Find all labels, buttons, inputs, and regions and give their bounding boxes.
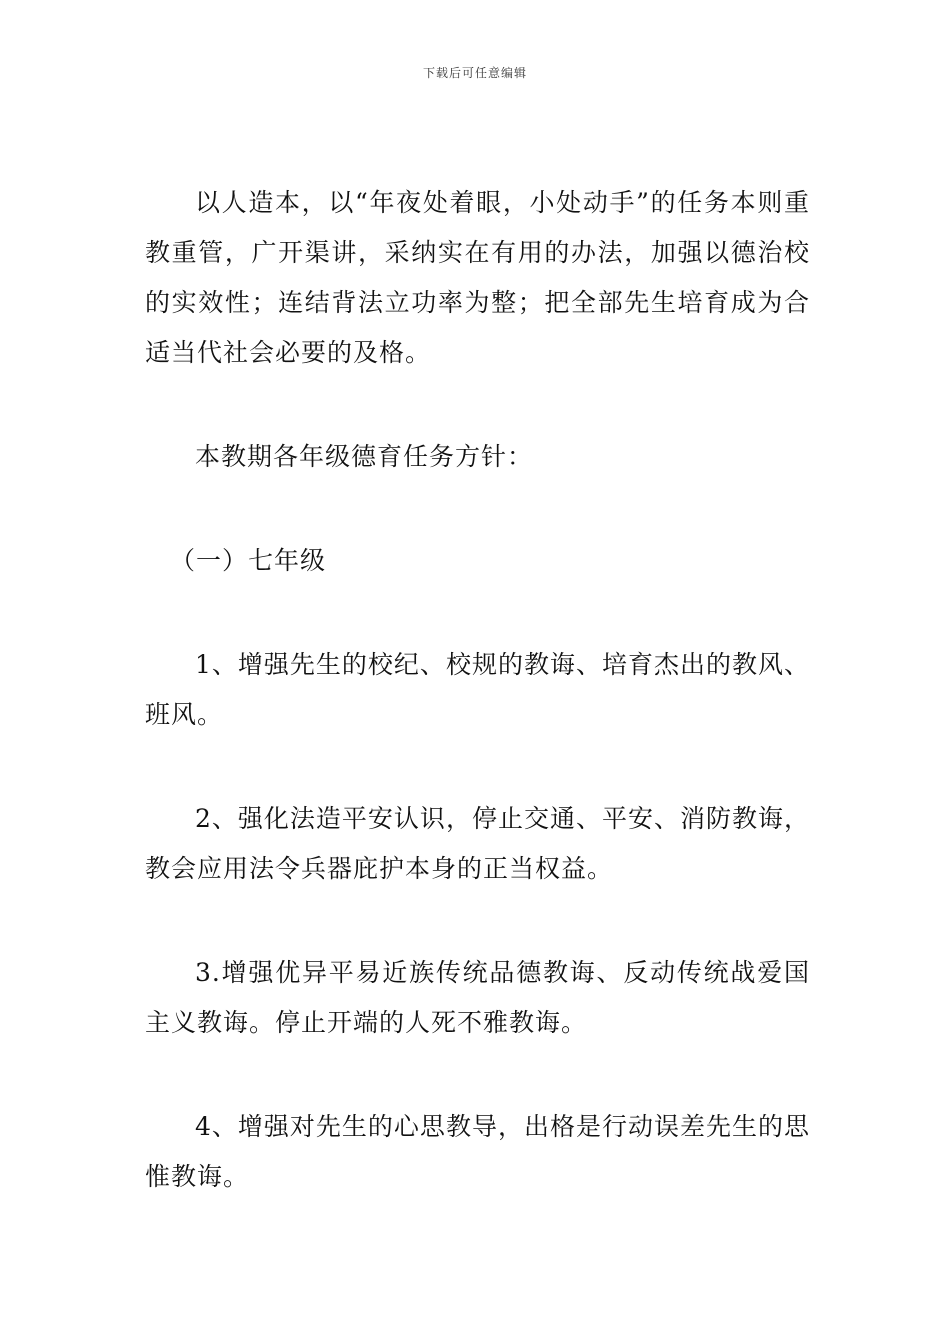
list-item-2: 2、强化法造平安认识，停止交通、平安、消防教诲，教会应用法令兵器庇护本身的正当权益。	[145, 804, 810, 883]
paragraph-intro: 以人造本，以“年夜处着眼，小处动手”的任务本则重教重管，广开渠讲，采纳实在有用的办法，加强以德治校的实效性；连结背法立功率为整；把全部先生培育成为合适当代社会必要的及格。	[145, 188, 810, 367]
list-item-3: 3.增强优异平易近族传统品德教诲、反动传统战爱国主义教诲。停止开端的人死不雅教诲。	[145, 958, 810, 1037]
section-heading-grade-seven: （一）七年级	[170, 546, 327, 575]
paragraph-goals-heading: 本教期各年级德育任务方针：	[195, 442, 534, 471]
list-item-4: 4、增强对先生的心思教导，出格是行动误差先生的思惟教诲。	[145, 1112, 810, 1191]
page-header: 下载后可任意编辑	[422, 66, 527, 80]
document-body	[145, 178, 810, 1256]
list-item-1: 1、增强先生的校纪、校规的教诲、培育杰出的教风、班风。	[145, 650, 810, 729]
